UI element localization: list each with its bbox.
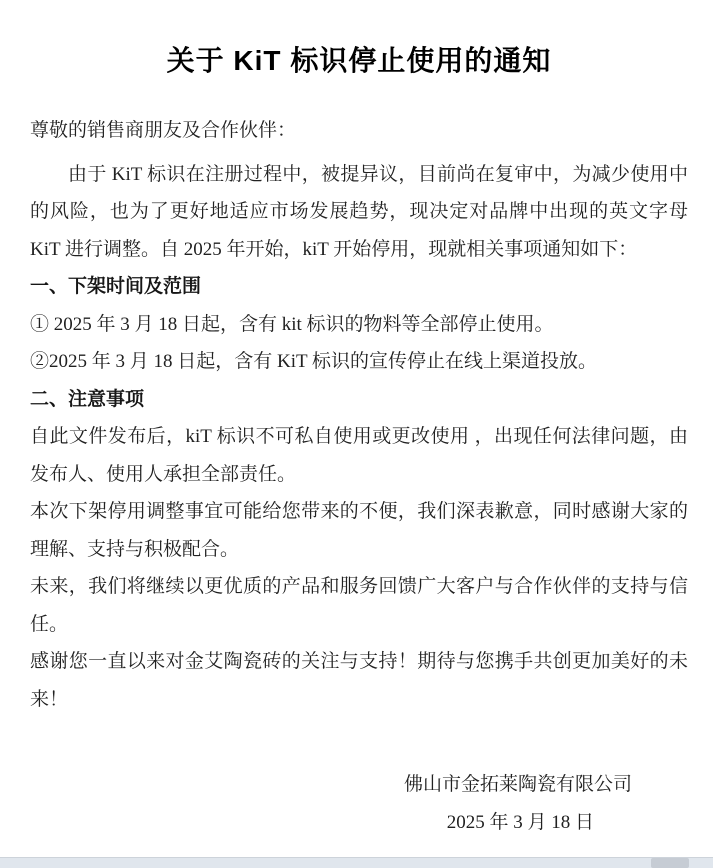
horizontal-scrollbar-thumb[interactable] (651, 858, 689, 868)
signature-block (30, 766, 688, 841)
section-heading-removal-scope: 一、下架时间及范围 (30, 276, 202, 297)
notes-paragraph-future: 未来，我们将继续以更优质的产品和服务回馈广大客户与合作伙伴的支持与信任。 (30, 576, 688, 635)
signature-company-name: 佛山市金拓莱陶瓷有限公司 (403, 774, 632, 795)
notes-paragraph-thanks: 感谢您一直以来对金艾陶瓷砖的关注与支持！期待与您携手共创更加美好的未来！ (30, 651, 688, 710)
notes-paragraph-apology: 本次下架停用调整事宜可能给您带来的不便，我们深表歉意，同时感谢大家的理解、支持与积极配合。 (30, 501, 688, 560)
intro-paragraph: 由于 KiT 标识在注册过程中，被提异议，目前尚在复审中，为减少使用中的风险，也为了更好地适应市场发展趋势，现决定对品牌中出现的英文字母 KiT 进行调整。自 2025 年开始，kiT 开始停用，现就相关事项通知如下： (30, 163, 688, 260)
notes-paragraph-liability: 自此文件发布后，kiT 标识不可私自使用或更改使用 ，出现任何法律问题，由发布人、使用人承担全部责任。 (30, 426, 688, 485)
list-item-1: ① 2025 年 3 月 18 日起，含有 kit 标识的物料等全部停止使用。 (30, 313, 554, 335)
window-bottom-edge (0, 857, 713, 868)
list-item-2: ②2025 年 3 月 18 日起，含有 KiT 标识的宣传停止在线上渠道投放。 (30, 351, 598, 372)
greeting-line: 尊敬的销售商朋友及合作伙伴： (30, 120, 297, 141)
page-title: 关于 KiT 标识停止使用的通知 (166, 45, 552, 76)
section-heading-notes: 二、注意事项 (30, 388, 145, 410)
signature-date: 2025 年 3 月 18 日 (446, 811, 594, 833)
